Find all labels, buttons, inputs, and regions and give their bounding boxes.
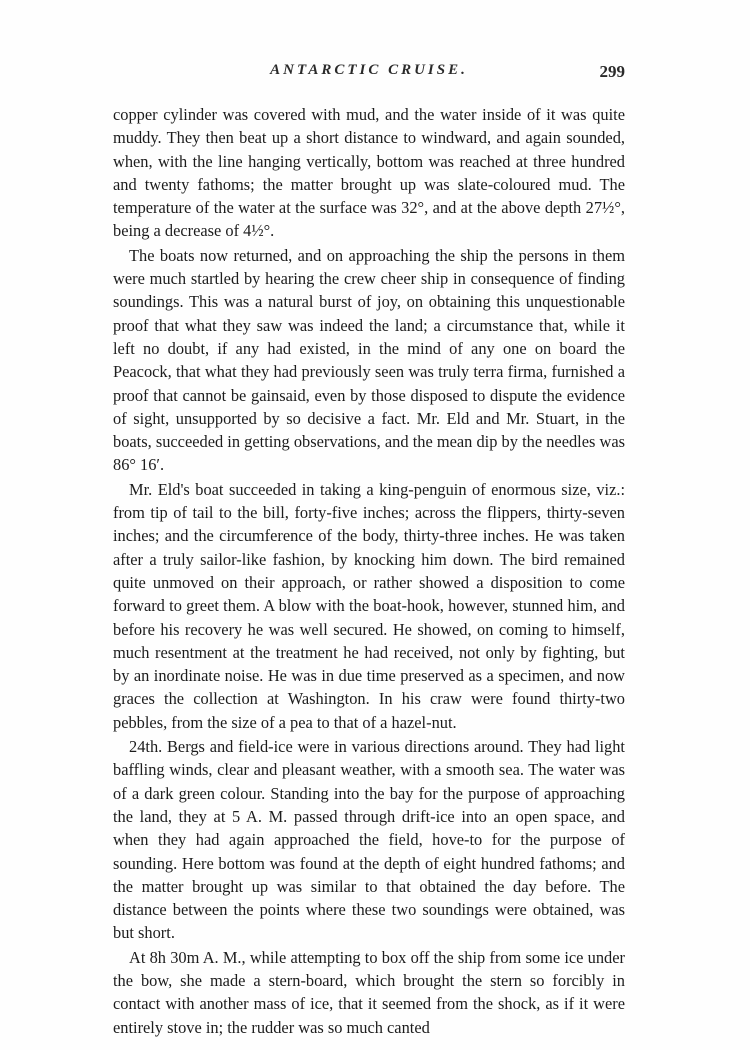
paragraph-king-penguin: Mr. Eld's boat succeeded in taking a king-penguin of enormous size, viz.: from tip of tail to the bill, forty-five inches; across the flippers, thirty-seven inches; and the circumference of the body, thirty-three inches. He was taken after a truly sailor-like fashion, by knocking him down. The bird remained quite unmoved on their approach, or rather showed a disposition to come forward to greet them. A blow with the boat-hook, however, stunned him, and before his recovery he was well secured. He showed, on coming to himself, much resentment at the treatment he had received, not only by fighting, but by an inordinate noise. He was in due time preserved as a specimen, and now graces the collection at Washington. In his craw were found thirty-two pebbles, from the size of a pea to that of a hazel-nut. [113,479,625,732]
running-title: ANTARCTIC CRUISE. [270,62,468,78]
paragraph-continuation: copper cylinder was covered with mud, and the water inside of it was quite muddy. They then beat up a short distance to windward, and again sounded, when, with the line hanging vertically, bottom was reached at three hundred and twenty fathoms; the matter brought up was slate-coloured mud. The temperature of the water at the surface was 32°, and at the above depth 27½°, being a decrease of 4½°. [113,105,625,241]
paragraph-stern-board: At 8h 30m A. M., while attempting to box off the ship from some ice under the bow, she made a stern-board, which brought the stern so forcibly in contact with another mass of ice, that it seemed from the shock, as if it were entirely stove in; the rudder was so much canted [113,947,625,1037]
running-head [113,62,625,92]
body-text [113,103,625,1040]
page-number: 299 [599,62,625,81]
paragraph-boats-returned: The boats now returned, and on approaching the ship the persons in them were much startled by hearing the crew cheer ship in consequence of finding soundings. This was a natural burst of joy, on obtaining this unquestionable proof that what they saw was indeed the land; a circumstance that, while it left no doubt, if any had existed, in the mind of any one on board the Peacock, that what they had previously seen was truly terra firma, furnished a proof that cannot be gainsaid, even by those disposed to dispute the evidence of sight, unsupported by so decisive a fact. Mr. Eld and Mr. Stuart, in the boats, succeeded in getting observations, and the mean dip by the needles was 86° 16′. [113,245,625,475]
paragraph-24th: 24th. Bergs and field-ice were in various directions around. They had light baffling winds, clear and pleasant weather, with a smooth sea. The water was of a dark green colour. Standing into the bay for the purpose of approaching the land, they at 5 A. M. passed through drift-ice into an open space, and when they had again approached the field, hove-to for the purpose of sounding. Here bottom was found at the depth of eight hundred fathoms; and the matter brought up was similar to that obtained the day before. The distance between the points where these two soundings were obtained, was but short. [113,737,625,943]
